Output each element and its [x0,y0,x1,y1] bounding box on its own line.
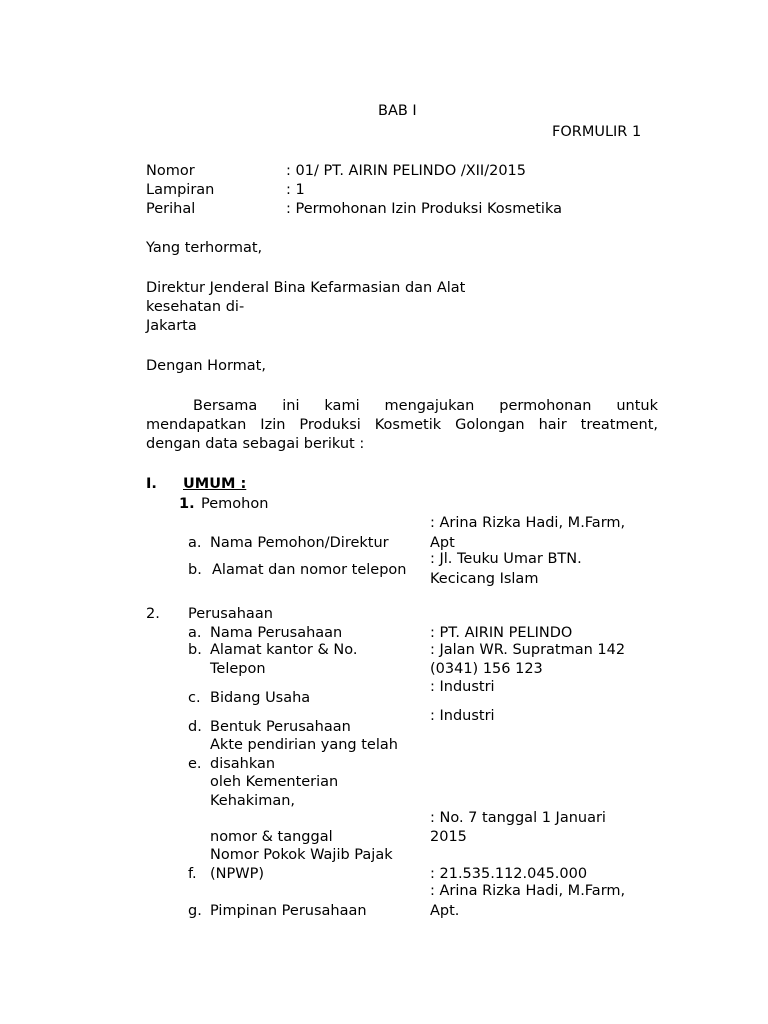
pemohon-name-label: Nama Pemohon/Direktur [210,535,389,551]
company-form-value: : Industri [430,708,495,724]
company-leader-value-2: Apt. [430,903,460,919]
recipient-line-3: Jakarta [146,318,197,334]
nomor-value: : 01/ PT. AIRIN PELINDO /XII/2015 [286,163,526,179]
pemohon-name-value-2: Apt [430,535,455,551]
company-form-label: Bentuk Perusahaan [210,719,351,735]
deed-value-2: 2015 [430,829,467,845]
deed-label-3: oleh Kementerian [210,774,339,790]
pemohon-address-value-1: : Jl. Teuku Umar BTN. [430,551,582,567]
section-1-number: I. [146,476,157,492]
company-leader-label: Pimpinan Perusahaan [210,903,367,919]
intro-line-2: mendapatkan Izin Produksi Kosmetik Golongan hair treatment, [146,417,658,433]
company-leader-value-1: : Arina Rizka Hadi, M.Farm, [430,883,626,899]
perihal-label: Perihal [146,201,196,217]
company-form-letter: d. [188,719,202,735]
pemohon-address-label: Alamat dan nomor telepon [212,562,407,578]
pemohon-name-value-1: : Arina Rizka Hadi, M.Farm, [430,515,626,531]
company-address-letter: b. [188,642,202,658]
section-2-number: 2. [146,606,160,622]
company-address-value-2: (0341) 156 123 [430,661,543,677]
company-name-letter: a. [188,625,202,641]
business-field-label: Bidang Usaha [210,690,311,706]
chapter-title: BAB I [378,103,417,119]
deed-value-1: : No. 7 tanggal 1 Januari [430,810,606,826]
company-address-value-1: : Jalan WR. Supratman 142 [430,642,626,658]
section-2-title: Perusahaan [188,606,273,622]
pemohon-address-letter: b. [188,562,202,578]
section-1-title: UMUM : [183,476,247,492]
deed-label-2: disahkan [210,756,276,772]
subsection-1-label: Pemohon [201,496,269,512]
nomor-label: Nomor [146,163,195,179]
npwp-letter: f. [188,866,197,882]
intro-line-3: dengan data sebagai berikut : [146,436,365,452]
deed-label-5: nomor & tanggal [210,829,333,845]
form-title: FORMULIR 1 [552,124,642,140]
npwp-value: : 21.535.112.045.000 [430,866,588,882]
npwp-label-2: (NPWP) [210,866,264,882]
business-field-letter: c. [188,690,201,706]
deed-label-4: Kehakiman, [210,793,296,809]
intro-line-1: Bersama ini kami mengajukan permohonan untuk [193,398,658,414]
company-address-label-1: Alamat kantor & No. [210,642,358,658]
recipient-line-1: Direktur Jenderal Bina Kefarmasian dan Alat [146,280,466,296]
subsection-1-number: 1. [179,496,195,512]
deed-letter: e. [188,756,202,772]
greeting: Dengan Hormat, [146,358,266,374]
business-field-value: : Industri [430,679,495,695]
salutation: Yang terhormat, [146,240,263,256]
company-leader-letter: g. [188,903,202,919]
recipient-line-2: kesehatan di- [146,299,245,315]
lampiran-label: Lampiran [146,182,215,198]
company-address-label-2: Telepon [210,661,266,677]
company-name-label: Nama Perusahaan [210,625,343,641]
pemohon-name-letter: a. [188,535,202,551]
company-name-value: : PT. AIRIN PELINDO [430,625,573,641]
lampiran-value: : 1 [286,182,305,198]
deed-label-1: Akte pendirian yang telah [210,737,398,753]
npwp-label-1: Nomor Pokok Wajib Pajak [210,847,393,863]
perihal-value: : Permohonan Izin Produksi Kosmetika [286,201,562,217]
pemohon-address-value-2: Kecicang Islam [430,571,539,587]
